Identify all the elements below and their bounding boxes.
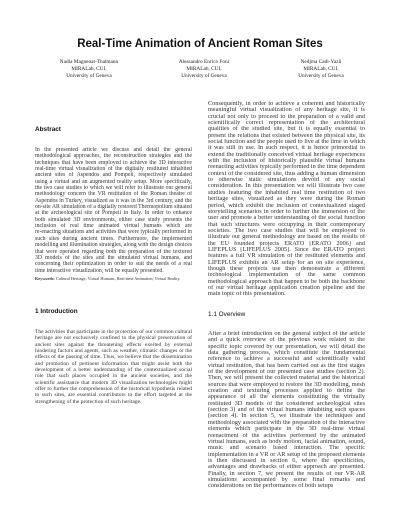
text-line: offer to further the comprehension of the historical hypothesis related: [35, 386, 192, 393]
text-line: After a brief introduction on the general subject of the article: [208, 331, 365, 337]
text-line: features a full VR simulation of the restituted elements and: [208, 253, 365, 260]
text-line: extend the traditionally conceived virtual heritage experiences: [208, 151, 365, 158]
text-line: present the relations that existed between the physical site, its: [208, 132, 365, 139]
text-line: and promotion of pertinent information that might assist both the: [35, 360, 192, 367]
text-line: social function and the people used to live at the time in which: [208, 139, 365, 146]
text-line: advantages and drawbacks of either approach are presented.: [208, 464, 365, 471]
text-line: hindering factors and agents, such as weather, climatic changes or the: [35, 348, 192, 355]
text-line: heritage sites, visualized as they were during the Roman: [208, 196, 365, 203]
text-line: using a virtual and an augmented reality setup. More specifically,: [35, 178, 192, 185]
text-line: real-time virtual visualization of the digitally restituted inhabited: [35, 166, 192, 173]
text-line: at the archeological site of Pompeii in Italy. In order to enhance: [35, 210, 192, 217]
text-line: ancient sites against the threatening effects exerted by external: [35, 341, 192, 348]
text-line: (section 4). In section 5, we illustrate the techniques and: [208, 413, 365, 420]
text-line: 3D models of the sites and the simulated virtual humans, and: [35, 254, 192, 261]
text-line: ancient sites of Aspendos and Pompeii, respectively simulated: [35, 172, 192, 179]
text-line: to such sites, are essential contributors to the effort targeted at the: [35, 392, 192, 399]
abstract-heading: Abstract: [35, 126, 61, 133]
author-name: Nedjma Cadi-Yazli: [300, 59, 342, 65]
text-line: simulations accompanied by some final remarks and: [208, 476, 365, 483]
text-line: (section 3) and of the virtual humans inhabiting such spaces: [208, 407, 365, 414]
text-line: methodological approach that happen to be both the backbone: [208, 278, 365, 285]
text-line: technological implementation of the same common: [208, 272, 365, 279]
overview-text: [208, 331, 365, 490]
text-line: reference to achieve a successful and scientifically valid: [208, 356, 365, 363]
text-line: re-enacting situations and activities that were typically performed in: [35, 229, 192, 236]
text-line: such sites during ancient times. Furthermore, the implemented: [35, 235, 192, 242]
text-line: to otherwise static simulations devoid of any social: [208, 177, 365, 184]
text-line: the two case studies to which we will refer to illustrate our general: [35, 185, 192, 192]
author-2: [149, 59, 259, 80]
text-line: heritage are not exclusively confined to the physical preservation of: [35, 335, 192, 342]
text-line: user and promote a better understanding of the social function: [208, 215, 365, 222]
text-line: studies featuring the inhabited real time restitution of two: [208, 189, 365, 196]
text-line: elements which participate in the 3D real-time virtual: [208, 426, 365, 433]
author-lab: MIRALab, CUI,: [303, 65, 339, 72]
author-name: Alessandro Enrico Foni: [178, 59, 230, 65]
text-line: storytelling scenarios in order to further the immersion of the: [208, 208, 365, 215]
keywords-label: Keywords:: [35, 276, 55, 281]
text-line: that were operated regarding both the preparation of the textured: [35, 248, 192, 255]
text-line: reenactment of the activities performed by the animated: [208, 432, 365, 439]
text-line: data gathering process, which constitute the fundamental: [208, 350, 365, 357]
text-line: creation and texturing processes applied to define the: [208, 388, 365, 395]
text-line: of our virtual heritage application creation pipeline and the: [208, 284, 365, 291]
text-line: development of a better understanding of the contextualized social: [35, 367, 192, 374]
author-affiliation: University of Geneva: [181, 72, 227, 79]
text-line: effects of the passing of time. Thus, we believe that the dissemination: [35, 354, 192, 361]
text-line: consideration. In this presentation we will illustrate two case: [208, 183, 365, 190]
text-line: Then, we will present the collected material and the historical: [208, 375, 365, 382]
text-line: context of the considered site, thus adding a human dimension: [208, 170, 365, 177]
text-line: it was still in use. In such respect, it is hence primordial to: [208, 145, 365, 152]
text-line: The activities that participate in the protection of our common cultural: [35, 329, 192, 335]
author-3: [266, 59, 376, 80]
overview-heading: 1.1 Overview: [208, 311, 246, 318]
text-line: on-site AR simulation of a digitally restored Thermopolium situated: [35, 204, 192, 211]
author-lab: MIRALab, CUI,: [186, 65, 222, 72]
text-line: Finally, in section 7, we present the results of our VR-AR: [208, 470, 365, 477]
text-line: methodology associated with the preparation of the interactive: [208, 419, 365, 426]
author-lab: MIRALab, CUI,: [71, 65, 107, 72]
text-line: and a quick overview of the previous work related to the: [208, 337, 365, 344]
text-line: crucial not only to proceed to the preparation of a valid and: [208, 113, 365, 120]
text-line: that such structures were occupying in their contemporary: [208, 221, 365, 228]
keywords-text: Cultural Heritage, Virtual Humans, Real-time Animation, Virtual Reality.: [55, 276, 181, 281]
text-line: LIFEPLUS [LIFEPLUS 2005]. Since the ERATO project: [208, 246, 365, 253]
text-line: In the presented article we discuss and detail the general: [35, 147, 192, 153]
text-line: music and scenario based interaction. The specific: [208, 445, 365, 452]
text-line: restituted 3D models of the considered archeological sites: [208, 400, 365, 407]
text-line: modelling and illumination strategies, along with the design choices: [35, 242, 192, 249]
text-line: is then discussed in section 6, where the specificities,: [208, 457, 365, 464]
text-line: concerning their optimization in order to suit the needs of a real: [35, 261, 192, 268]
text-line: Consequently, in order to achieve a coherent and historically: [208, 101, 365, 107]
author-1: [34, 59, 144, 80]
author-affiliation: University of Geneva: [66, 72, 112, 79]
text-line: though these projects use then demonstrate a different: [208, 265, 365, 272]
text-line: illustrate our general methodology are based on the results of: [208, 234, 365, 241]
text-line: the EU founded projects ERATO [ERATO 2006] and: [208, 240, 365, 247]
text-line: main topic of this presentation.: [208, 291, 286, 298]
text-line: inclusion of real time animated virtual humans which are: [35, 223, 192, 230]
text-line: methodological approaches, the reconstruction strategies and the: [35, 153, 192, 160]
paper-title: Real-Time Animation of Ancient Roman Sites: [77, 38, 323, 50]
author-affiliation: University of Geneva: [298, 72, 344, 79]
text-line: implementation in a VR or AR setup of the proposed elements: [208, 451, 365, 458]
intro-text: [35, 329, 192, 405]
text-line: period, which exhibit the inclusion of contextualized staged: [208, 202, 365, 209]
text-line: virtual restitution, that has been carried out as the first stages: [208, 362, 365, 369]
text-line: appearance of all the elements constituting the virtually: [208, 394, 365, 401]
text-line: reenacting activities typically performed in the time dependent: [208, 164, 365, 171]
text-line: strengthening of the protection of such heritage.: [35, 398, 142, 405]
text-line: role that such places occupied in the ancient societies, and the: [35, 373, 192, 380]
text-line: both simulated 3D environments, either case study presents the: [35, 216, 192, 223]
text-line: LIFEPLUS exhibits an AR setup for an on site experience,: [208, 259, 365, 266]
text-line: time interactive visualization, will be equally presented.: [35, 267, 164, 274]
keywords: [35, 276, 192, 282]
author-name: Nadia Magnenat-Thalmann: [59, 59, 119, 65]
text-line: qualities of the studied site, but it is equally essential to: [208, 126, 365, 133]
text-line: scientific assistance that modern 3D visualization technologies might: [35, 379, 192, 386]
abstract-text: [35, 147, 192, 274]
text-line: Aspendos in Turkey, visualized as it was in the 3rd century, and the: [35, 197, 192, 204]
text-line: specific topic covered by our presentation, we will detail the: [208, 343, 365, 350]
text-line: sources that were employed to restore the 3D modelling, mesh: [208, 381, 365, 388]
text-line: considerations on the performances of both setups: [208, 483, 334, 490]
text-line: virtual humans, such as body motion, facial animation, sound,: [208, 438, 365, 445]
right-paragraph: [208, 101, 365, 298]
text-line: of the development of our presented case studies (section 2).: [208, 369, 365, 376]
text-line: techniques that have been employed to achieve the 3D interactive: [35, 159, 192, 166]
text-line: methodology concern the VR restitution of the Roman theatre of: [35, 191, 192, 198]
intro-heading: 1 Introduction: [35, 308, 78, 315]
text-line: meaningful virtual visualization of any heritage site, it is: [208, 107, 365, 114]
text-line: societies. The two case studies that will be employed to: [208, 227, 365, 234]
text-line: with the inclusion of historically plausible virtual humans: [208, 158, 365, 165]
text-line: scientifically correct representation of the architectural: [208, 120, 365, 127]
